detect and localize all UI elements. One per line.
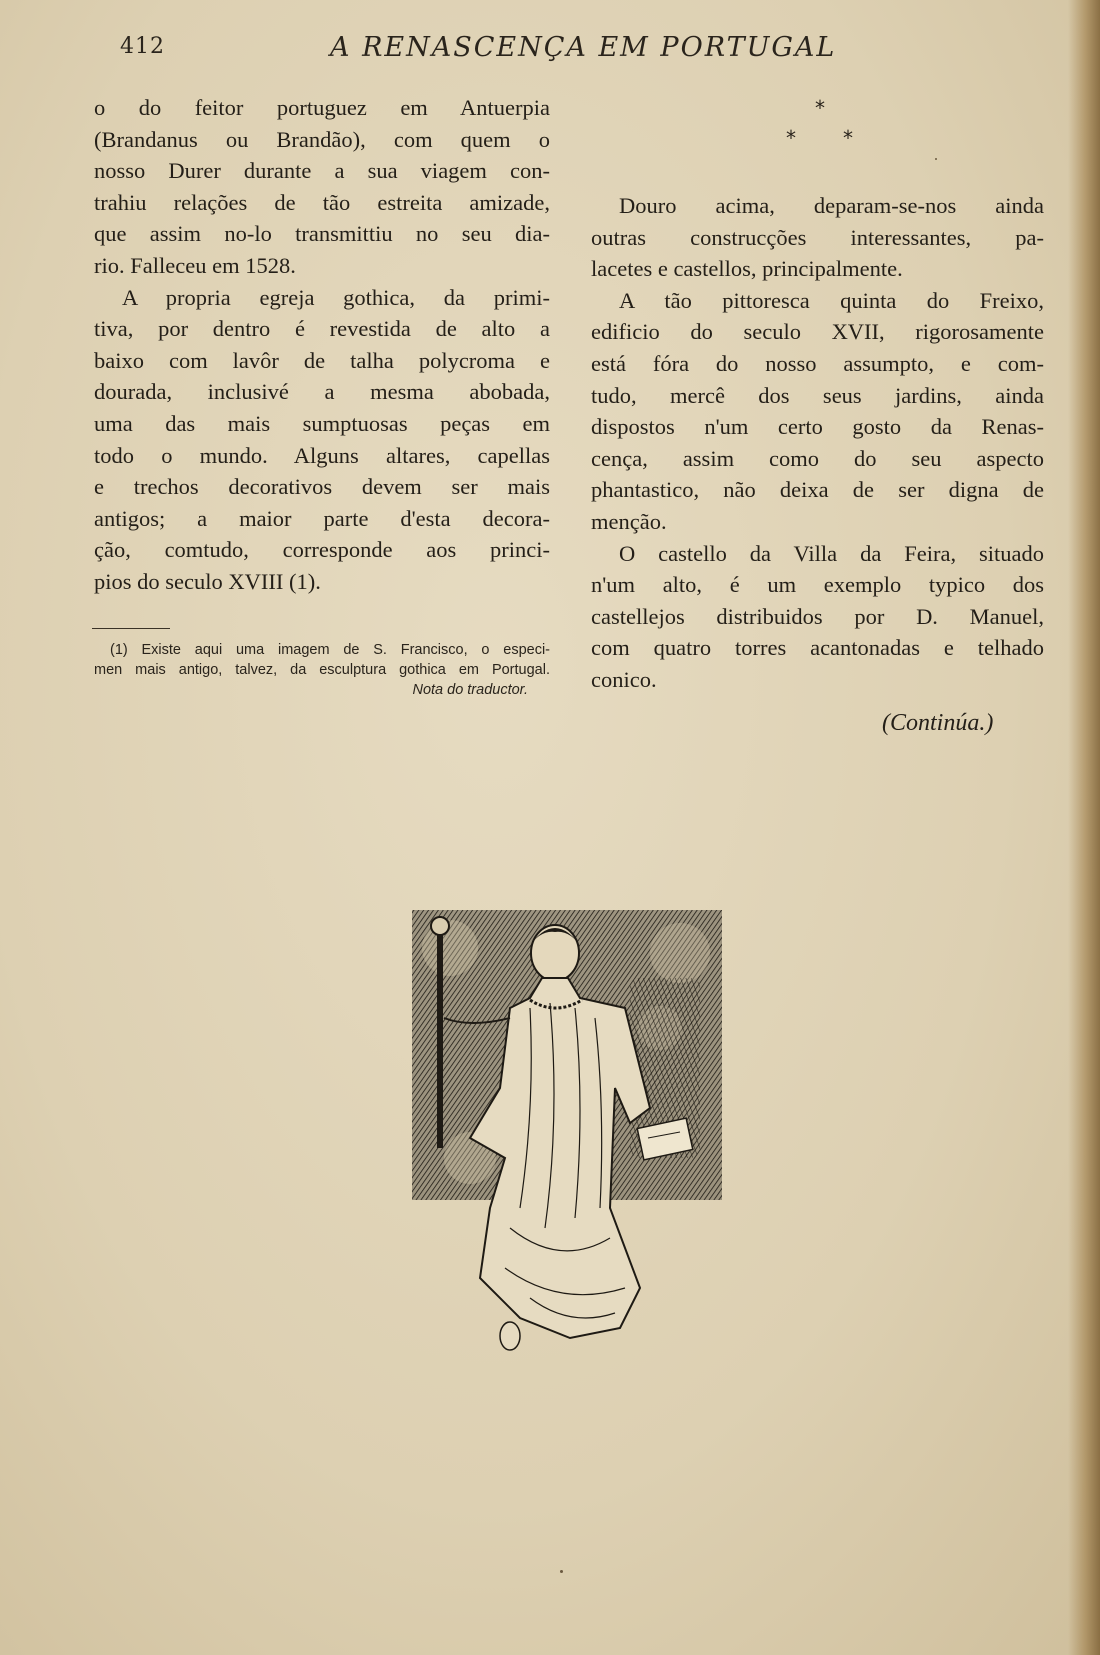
text-line: dispostos n'um certo gosto da Renas- [591, 414, 1044, 440]
text-line: cença, assim como do seu aspecto [591, 445, 1044, 471]
text-line: n'um alto, é um exemplo typico dos [591, 572, 1044, 598]
running-header [120, 28, 840, 68]
text-line: conico. [591, 666, 657, 692]
text-line: menção. [591, 508, 667, 534]
paper-speck [560, 1570, 563, 1573]
text-line: e trechos decorativos devem ser mais [94, 474, 550, 500]
continued-note: (Continúa.) [882, 710, 994, 736]
running-title: A RENASCENÇA EM PORTUGAL [330, 32, 837, 63]
text-line: O castello da Villa da Feira, situado [619, 540, 1044, 566]
paragraph-egreja [94, 282, 550, 598]
paragraph-feitor [94, 92, 550, 282]
text-line: o do feitor portuguez em Antuerpia [94, 95, 550, 120]
text-line: (Brandanus ou Brandão), com quem o [94, 126, 550, 152]
text-line: com quatro torres acantonadas e telhado [591, 635, 1044, 661]
text-line: todo o mundo. Alguns altares, capellas [94, 442, 550, 468]
text-line: que assim no-lo transmittiu no seu dia- [94, 221, 550, 247]
text-line: A tão pittoresca quinta do Freixo, [619, 287, 1044, 313]
footnote-line: men mais antigo, talvez, da esculptura gothica em Portugal. [94, 662, 550, 678]
footnote [94, 640, 550, 700]
text-line: Douro acima, deparam-se-nos ainda [619, 193, 1044, 218]
left-column [94, 92, 550, 598]
asterisk-icon: * [843, 126, 853, 150]
text-line: está fóra do nosso assumpto, e com- [591, 350, 1044, 376]
footnote-rule [92, 628, 170, 629]
page-number: 412 [120, 34, 165, 59]
allegorical-illustration [410, 908, 725, 1358]
paragraph-freixo [591, 285, 1044, 538]
section-break-asterism [770, 96, 870, 156]
paper-speck [935, 158, 937, 160]
text-line: nosso Durer durante a sua viagem con- [94, 158, 550, 184]
asterisk-icon: * [786, 126, 796, 150]
text-line: tiva, por dentro é revestida de alto a [94, 316, 550, 342]
text-line: trahiu relações de tão estreita amizade, [94, 189, 550, 215]
text-line: outras construcções interessantes, pa- [591, 224, 1044, 250]
text-line: baixo com lavôr de talha polycroma e [94, 347, 550, 373]
asterisk-icon: * [815, 96, 825, 120]
text-line: antigos; a maior parte d'esta decora- [94, 505, 550, 531]
right-column [591, 190, 1044, 696]
text-line: phantastico, não deixa de ser digna de [591, 477, 1044, 503]
woman-with-sceptre-engraving [410, 908, 725, 1358]
text-line: lacetes e castellos, principalmente. [591, 256, 903, 282]
paragraph-douro [591, 190, 1044, 285]
text-line: rio. Falleceu em 1528. [94, 252, 296, 278]
text-line: edificio do seculo XVII, rigorosamente [591, 319, 1044, 345]
text-line: uma das mais sumptuosas peças em [94, 410, 550, 436]
page-edge-shadow [1068, 0, 1100, 1655]
text-line: dourada, inclusivé a mesma abobada, [94, 379, 550, 405]
text-line: ção, comtudo, corresponde aos princi- [94, 537, 550, 563]
text-line: castellejos distribuidos por D. Manuel, [591, 603, 1044, 629]
text-line: pios do seculo XVIII (1). [94, 568, 321, 594]
footnote-attribution: Nota do traductor. [412, 682, 528, 698]
footnote-line: (1) Existe aqui uma imagem de S. Francisco, o especi- [110, 642, 550, 658]
paragraph-feira [591, 538, 1044, 696]
text-line: tudo, mercê dos seus jardins, ainda [591, 382, 1044, 408]
text-line: A propria egreja gothica, da primi- [122, 284, 550, 310]
